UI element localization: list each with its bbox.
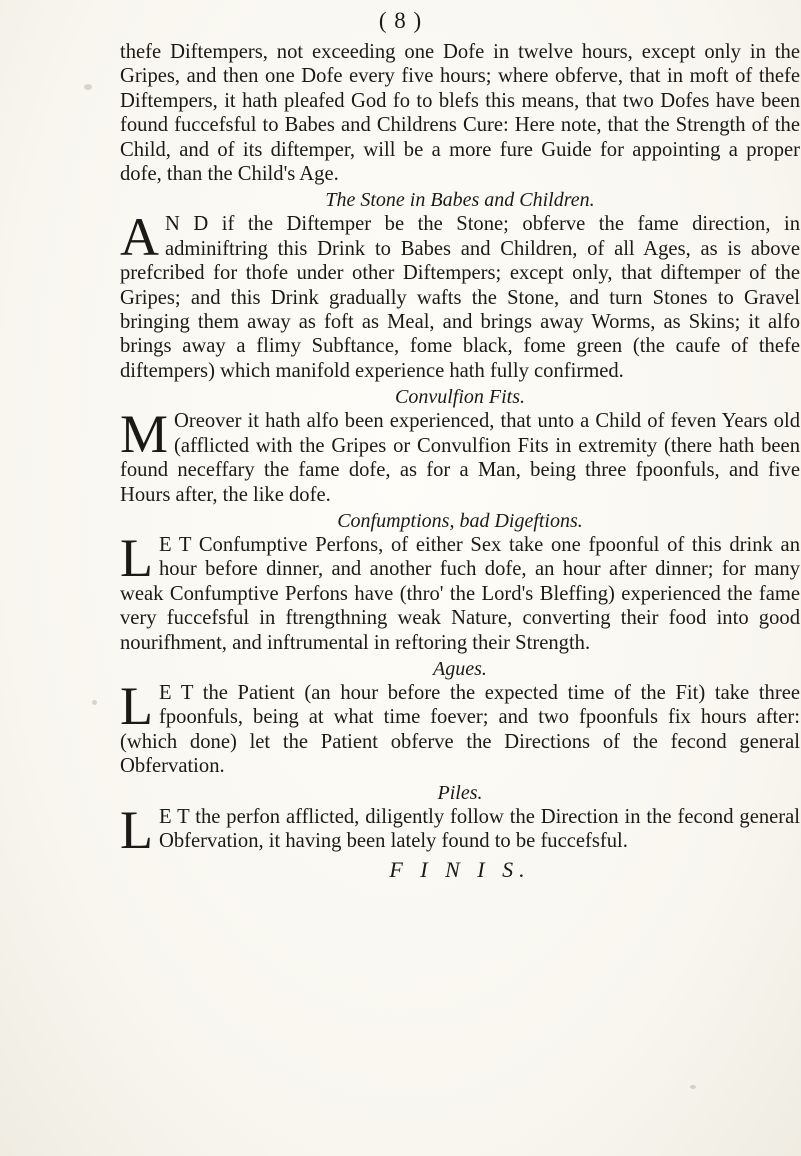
drop-capital: A: [120, 207, 159, 268]
section-paragraph: [120, 675, 800, 779]
section-text: Oreover it hath alfo been experienced, that unto a Child of feven Years old (afflicted with the Gripes or Convulfion Fits in extremity (there hath been found neceffary the fame dofe, as for a Man, being three fpoonfuls, and five Hours after, the like dofe.: [120, 410, 800, 506]
text-body: [120, 40, 800, 883]
foxing-spot: [84, 84, 92, 90]
section-text: N D if the Diftemper be the Stone; obferve the fame direction, in adminiftring this Drink to Babes and Children, of all Ages, as is above prefcribed for thofe under other Diftempers; except only, that diftemper of the Gripes; and this Drink gradually wafts the Stone, and turn Stones to Gravel bringing them away as foft as Meal, and brings away Worms, as Skins; it alfo brings away a flimy Subftance, fome black, fome green (the caufe of thefe diftempers) which manifold experience hath fully confirmed.: [120, 213, 800, 382]
section-paragraph: [120, 207, 800, 383]
section-heading: Agues.: [433, 657, 487, 680]
page-number: ( 8 ): [378, 8, 423, 33]
section-paragraph: [120, 404, 800, 507]
section-heading: The Stone in Babes and Children.: [325, 189, 595, 212]
drop-capital: L: [120, 675, 153, 736]
section-heading: Convulfion Fits.: [395, 386, 525, 409]
section-piles: [120, 781, 800, 860]
foxing-spot: [690, 1085, 696, 1089]
drop-capital: L: [120, 799, 153, 860]
section-paragraph: [120, 799, 800, 860]
section-text: E T Confumptive Perfons, of either Sex take one fpoonful of this drink an hour before dinner, and another fuch dofe, an hour after dinner; for many weak Confumptive Perfons have (thro' the Lord's Bleffing) experienced the fame very fuccefsful in ftrengthning weak Nature, converting their food into good nourifhment, and inftrumental in reftoring their Strength.: [120, 533, 800, 654]
section-paragraph: [120, 527, 800, 655]
section-consumptions: [120, 509, 800, 655]
finis-mark: F I N I S.: [389, 857, 531, 883]
drop-capital: L: [120, 527, 153, 588]
intro-paragraph: thefe Diftempers, not exceeding one Dofe in twelve hours, except only in the Gripes, and then one Dofe every five hours; where obferve, that in moft of thefe Diftempers, it hath pleafed God fo to blefs this means, that two Dofes have been found fuccefsful to Babes and Childrens Cure: Here note, that the Strength of the Child, and of its diftemper, will be a more fure Guide for appointing a proper dofe, than the Child's Age.: [120, 41, 800, 186]
section-stone: [120, 188, 800, 383]
drop-capital: M: [120, 404, 169, 465]
section-agues: [120, 657, 800, 779]
section-convulsion: [120, 385, 800, 507]
section-text: E T the Patient (an hour before the expected time of the Fit) take three fpoonfuls, being at what time foever; and two fpoonfuls fix hours after: (which done) let the Patient obferve the Directions of the fecond general Obfervation.: [120, 681, 800, 778]
section-heading: Piles.: [437, 781, 483, 804]
section-text: E T the perfon afflicted, diligently follow the Direction in the fecond general Obfervation, it having been lately found to be fuccefsful.: [159, 805, 800, 852]
section-heading: Confumptions, bad Digeftions.: [337, 509, 583, 532]
foxing-spot: [92, 700, 97, 705]
